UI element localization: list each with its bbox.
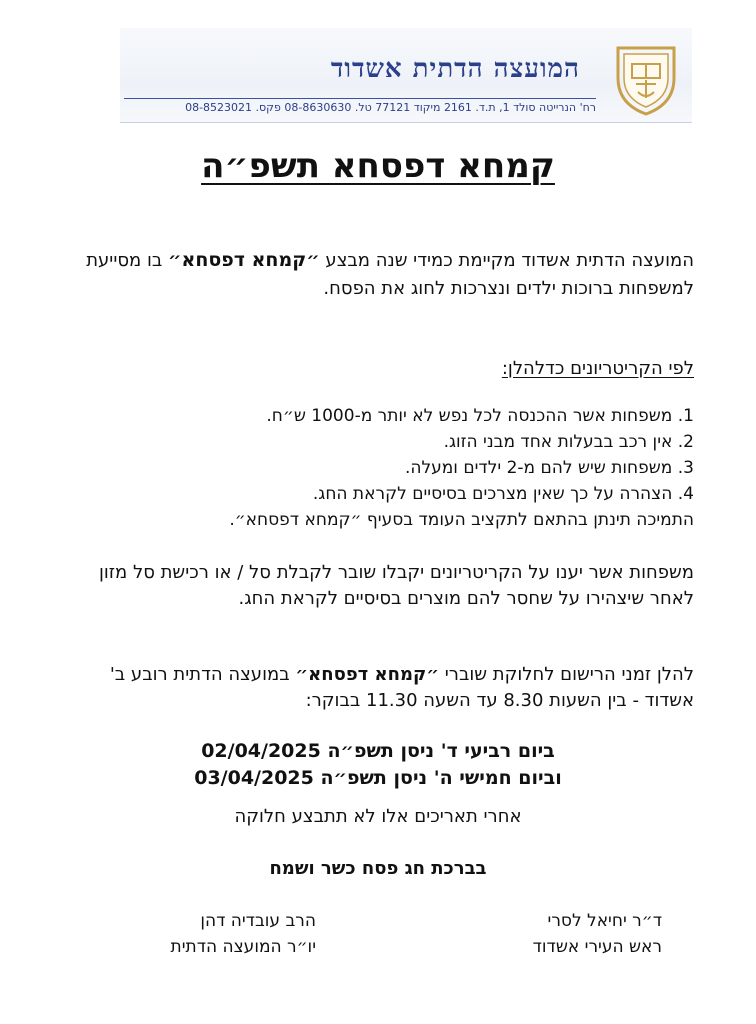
signature-name: הרב עובדיה דהן	[200, 911, 316, 931]
letterhead	[120, 28, 692, 123]
registration-text-1: להלן זמני הרישום לחלוקת שוברי	[439, 664, 694, 685]
signature-mayor	[402, 908, 662, 960]
signature-role: ראש העירי אשדוד	[532, 937, 662, 957]
emblem-icon	[610, 34, 682, 118]
date-line-2: וביום חמישי ה' ניסן תשפ״ה 03/04/2025	[194, 767, 562, 789]
org-address: רח' הנרייטה סולד 1, ת.ד. 2161 מיקוד 77121 טל. 08-8630630 פקס. 08-8523021	[185, 101, 596, 114]
signature-role: יו״ר המועצה הדתית	[170, 937, 316, 957]
registration-paragraph	[74, 662, 694, 714]
registration-text-2: במועצה הדתית רובע ב' אשדוד - בין השעות 8.30 עד השעה 11.30 בבוקר:	[109, 664, 694, 711]
page-title	[0, 146, 756, 186]
criteria-heading: לפי הקריטריונים כדלהלן:	[501, 358, 694, 379]
date-line-1: ביום רביעי ד' ניסן תשפ״ה 02/04/2025	[201, 740, 555, 762]
distribution-dates	[0, 738, 756, 792]
intro-paragraph	[74, 246, 694, 303]
funding-note: התמיכה תינתן בהתאם לתקציב העומד בסעיף ״קמחא דפסחא״.	[229, 510, 694, 530]
intro-text-2: בו מסייעת למשפחות ברוכות ילדים ונצרכות לחוג את הפסח.	[86, 250, 694, 299]
criteria-list	[74, 403, 694, 507]
intro-text-1: המועצה הדתית אשדוד מקיימת כמידי שנה מבצע	[319, 250, 694, 271]
signature-name: ד״ר יחיאל לסרי	[547, 911, 662, 931]
families-paragraph: משפחות אשר יענו על הקריטריונים יקבלו שובר לקבלת סל / או רכישת סל מזון לאחר שיצהירו על שחסר להם מוצרים בסיסיים לקראת החג.	[98, 562, 694, 609]
holiday-blessing: בברכת חג פסח כשר ושמח	[269, 858, 487, 879]
criteria-item: 3. משפחות שיש להם מ-2 ילדים ומעלה.	[404, 458, 694, 478]
logo-emblem	[610, 34, 682, 118]
criteria-item: 1. משפחות אשר ההכנסה לכל נפש לא יותר מ-1000 ש״ח.	[266, 406, 694, 426]
registration-campaign-name: ״קמחא דפסחא״	[295, 664, 440, 685]
criteria-item: 4. הצהרה על כך שאין מצרכים בסיסיים לקראת החג.	[312, 484, 694, 504]
title-text: קמחא דפסחא תשפ״ה	[201, 146, 555, 186]
letterhead-rule	[124, 98, 596, 99]
intro-campaign-name: ״קמחא דפסחא״	[168, 249, 320, 271]
criteria-item: 2. אין רכב בבעלות אחד מבני הזוג.	[443, 432, 694, 452]
signature-council-chair	[56, 908, 316, 960]
org-name: המועצה הדתית אשדוד	[330, 54, 580, 84]
after-dates-note: אחרי תאריכים אלו לא תתבצע חלוקה	[234, 806, 522, 827]
